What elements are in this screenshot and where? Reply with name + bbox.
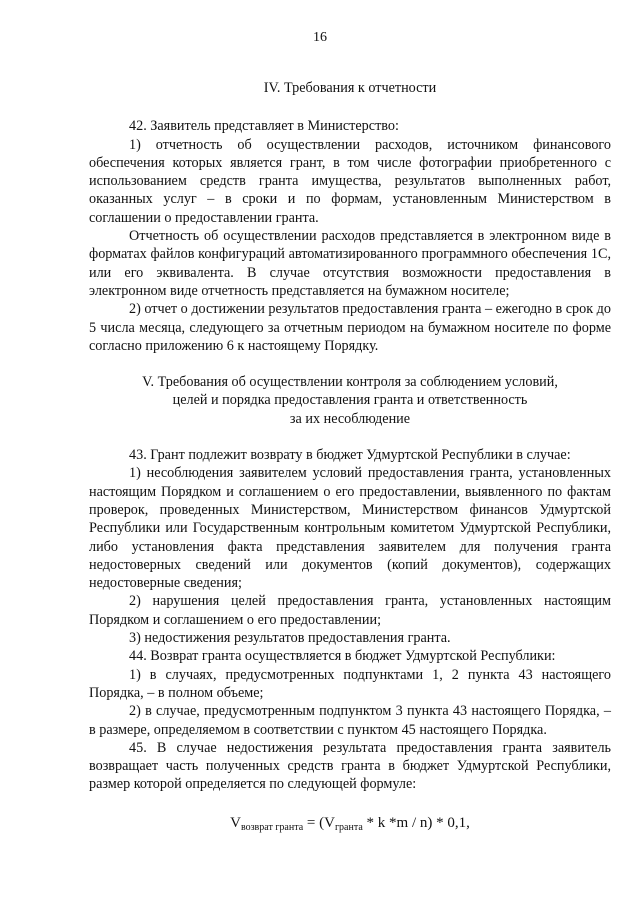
section-5-heading-line-2: целей и порядка предоставления гранта и ответственность — [172, 392, 528, 409]
paragraph: 43. Грант подлежит возврату в бюджет Удмуртской Республики в случае: — [129, 447, 571, 464]
formula-subscript-refund: возврат гранта — [240, 821, 304, 833]
paragraph: 2) отчет о достижении результатов предоставления гранта – ежегодно в срок до 5 числа месяца, следующего за отчетным периодом на бумажном носителе по форме согласно приложению 6 к настоящему Порядку. — [89, 301, 611, 354]
paragraph: 1) в случаях, предусмотренных подпунктами 1, 2 пункта 43 настоящего Порядка, – в полном объеме; — [89, 666, 611, 701]
paragraph: 2) нарушения целей предоставления гранта, установленных настоящим Порядком и соглашением о его предоставлении; — [89, 593, 611, 628]
paragraph: 42. Заявитель представляет в Министерство: — [129, 118, 399, 135]
paragraph: 44. Возврат гранта осуществляется в бюджет Удмуртской Республики: — [129, 648, 556, 665]
section-5-heading-line-1: V. Требования об осуществлении контроля за соблюдением условий, — [142, 374, 558, 391]
paragraph: Отчетность об осуществлении расходов представляется в электронном виде в форматах файлов конфигураций автоматизированного программного обеспечения 1С, или его эквивалента. В случае отсутствия возможности предоставления в электронном виде отчетность представляется на бумажном носителе; — [89, 228, 611, 299]
formula-rest: * k *m / n) * 0,1, — [362, 814, 470, 831]
section-4-heading: IV. Требования к отчетности — [263, 80, 437, 96]
paragraph: 1) отчетность об осуществлении расходов, источником финансового обеспечения которых является грант, в том числе фотографии приобретенного с использованием средств гранта имущества, результатов выполненных работ, оказанных услуг – в сроки и по формам, установленным Министерством в соглашении о предоставлении гранта. — [89, 136, 611, 226]
paragraph: 2) в случае, предусмотренным подпунктом 3 пункта 43 настоящего Порядка, – в размере, определяемом в соответствии с пунктом 45 настоящего Порядка. — [89, 703, 611, 738]
paragraph: 1) несоблюдения заявителем условий предоставления гранта, установленных настоящим Порядком и соглашением о его предоставлении, выявленного по фактам проверок, проведенных Министерством, Министерством финансов Удмуртской Республики или Государственным контрольным комитетом Удмуртской Республики, либо установления факта представления заявителем для получения гранта недостоверных сведений или документов (копий документов), содержащих недостоверные сведения; — [89, 465, 611, 592]
formula-v: V — [230, 814, 241, 831]
paragraph: 3) недостижения результатов предоставления гранта. — [129, 630, 451, 647]
section-5-heading-line-3: за их несоблюдение — [289, 410, 411, 427]
formula-subscript-grant: гранта — [334, 821, 363, 833]
formula-equals: = (V — [303, 814, 335, 831]
paragraph: 45. В случае недостижения результата предоставления гранта заявитель возвращает часть полученных средств гранта в бюджет Удмуртской Республики, размер которой определяется по следующей формуле: — [89, 739, 611, 793]
refund-formula — [89, 814, 611, 837]
section-requirements-reporting — [89, 79, 611, 837]
page-number: 16 — [313, 30, 327, 45]
